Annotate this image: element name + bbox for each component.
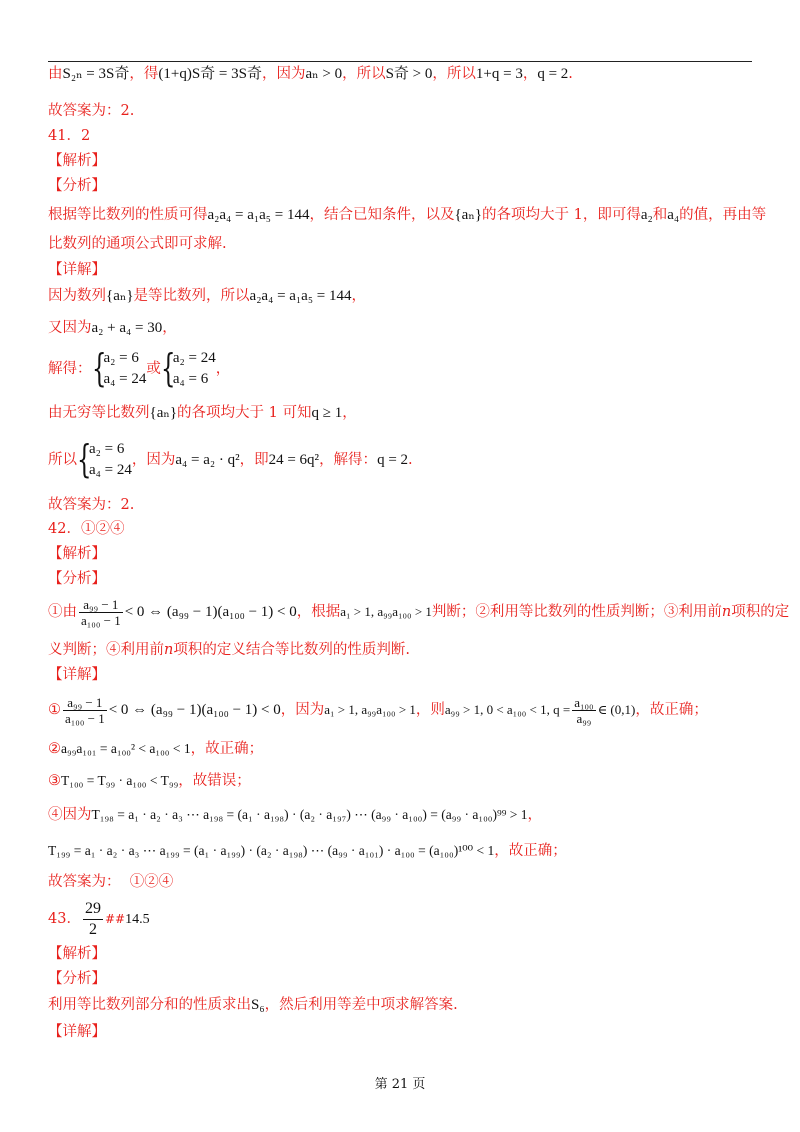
q43-fenxi-heading: 【分析】 bbox=[48, 971, 106, 987]
q41-fenxi-heading: 【分析】 bbox=[48, 178, 106, 194]
prev-answer: 故答案为：2. bbox=[48, 103, 135, 119]
prev-solution-line: 由S₂ₙ = 3S奇，得(1+q)S奇 = 3S奇，因为aₙ > 0，所以S奇 > 0，所以1+q = 3，q = 2. bbox=[48, 66, 573, 82]
q42-fraction-q: $\frac{\text{a₁₀₀}}{\text{a₉₉}}$ bbox=[574, 694, 594, 726]
q41-jiexi-heading: 【解析】 bbox=[48, 153, 106, 169]
q42-answer: 故答案为： ①②④ bbox=[48, 874, 174, 890]
q42-jiexi-heading: 【解析】 bbox=[48, 546, 106, 562]
q41-detail-line3: 解得： { a₂ = 6 a₄ = 24 或 { a₂ = 24 a₄ = 6 ， bbox=[48, 346, 760, 392]
q41-system-1: { a₂ = 6 a₄ = 24 bbox=[92, 348, 147, 390]
header-rule bbox=[48, 61, 752, 62]
q41-detail-line1: 因为数列{aₙ}是等比数列，所以a₂a₄ = a₁a₅ = 144， bbox=[48, 288, 367, 304]
q41-detail-line4: 由无穷等比数列{aₙ}的各项均大于 1 可知q ≥ 1， bbox=[48, 405, 357, 421]
q42-analysis-line2: 义判断；④利用前n项积的定义结合等比数列的性质判断. bbox=[48, 642, 410, 658]
q41-answer: 故答案为：2. bbox=[48, 497, 135, 513]
q43-analysis-line1: 利用等比数列部分和的性质求出S₆，然后利用等差中项求解答案. bbox=[48, 997, 458, 1013]
q42-xiangjie-heading: 【详解】 bbox=[48, 667, 106, 683]
q43-xiangjie-heading: 【详解】 bbox=[48, 1024, 106, 1040]
q42-fraction-1: $\frac{\text{a₉₉ − 1}}{\text{a₁₀₀ − 1}}$ bbox=[81, 596, 121, 628]
q42-detail-line5: T₁₉₉ = a₁ · a₂ · a₃ ⋯ a₁₉₉ = (a₁ · a₁₉₉) · (a₂ · a₁₉₈) ⋯ (a₉₉ · a₁₀₁) · a₁₀₀ = (a₁₀₀)¹⁰⁰ < 1，故正确； bbox=[48, 843, 567, 859]
q42-fraction-2: $\frac{\text{a₉₉ − 1}}{\text{a₁₀₀ − 1}}$ bbox=[65, 694, 105, 726]
q41-number: 41．2 bbox=[48, 128, 91, 144]
q41-system-2: { a₂ = 24 a₄ = 6 bbox=[161, 348, 216, 390]
q41-detail-line2: 又因为a₂ + a₄ = 30， bbox=[48, 320, 177, 336]
q42-detail-line2: ②a₉₉a₁₀₁ = a₁₀₀² < a₁₀₀ < 1，故正确； bbox=[48, 741, 264, 757]
q41-analysis-line2: 比数列的通项公式即可求解. bbox=[48, 236, 227, 252]
page-number: 第 21 页 bbox=[374, 1077, 426, 1092]
q42-number: 42．①②④ bbox=[48, 521, 125, 537]
q43-fraction: $\frac{29}{2}$ bbox=[84, 899, 101, 938]
q41-xiangjie-heading: 【详解】 bbox=[48, 262, 106, 278]
q42-detail-line1: ① $\frac{\text{a₉₉ − 1}}{\text{a₁₀₀ − 1}}$ < 0 ⇔ (a₉₉ − 1)(a₁₀₀ − 1) < 0，因为a₁ > 1, a₉₉a₁₀₀ > 1，则a₉₉ > 1, 0 < a₁₀₀ < 1, q = $\frac{\text{a₁₀₀}}{\text{a₉₉}}$ ∈ (0,1)，故正确； bbox=[48, 694, 708, 726]
q42-analysis-line1: ①由 $\frac{\text{a₉₉ − 1}}{\text{a₁₀₀ − 1}}$ < 0 ⇔ (a₉₉ − 1)(a₁₀₀ − 1) < 0，根据a₁ > 1, a₉₉a₁₀₀ > 1判断；②利用等比数列的性质判断；③利用前n项积的定 bbox=[48, 596, 790, 628]
q42-detail-line3: ③T₁₀₀ = T₉₉ · a₁₀₀ < T₉₉，故错误； bbox=[48, 773, 251, 789]
q42-fenxi-heading: 【分析】 bbox=[48, 571, 106, 587]
q41-system-3: { a₂ = 6 a₄ = 24 bbox=[77, 439, 132, 481]
q42-detail-line4: ④因为T₁₉₈ = a₁ · a₂ · a₃ ⋯ a₁₉₈ = (a₁ · a₁₉₈) · (a₂ · a₁₉₇) ⋯ (a₉₉ · a₁₀₀) = (a₉₉ · a₁₀₀)⁹⁹ > 1， bbox=[48, 807, 543, 823]
q43-jiexi-heading: 【解析】 bbox=[48, 946, 106, 962]
q41-detail-line5: 所以 { a₂ = 6 a₄ = 24 ，因为a₄ = a₂ · q²，即24 = 6q²，解得：q = 2. bbox=[48, 437, 760, 483]
q43-number: 43． $\frac{29}{2}$ ##14.5 bbox=[48, 899, 150, 938]
q41-analysis-line1: 根据等比数列的性质可得a₂a₄ = a₁a₅ = 144，结合已知条件，以及{aₙ}的各项均大于 1，即可得a₂和a₄的值，再由等 bbox=[48, 207, 767, 223]
